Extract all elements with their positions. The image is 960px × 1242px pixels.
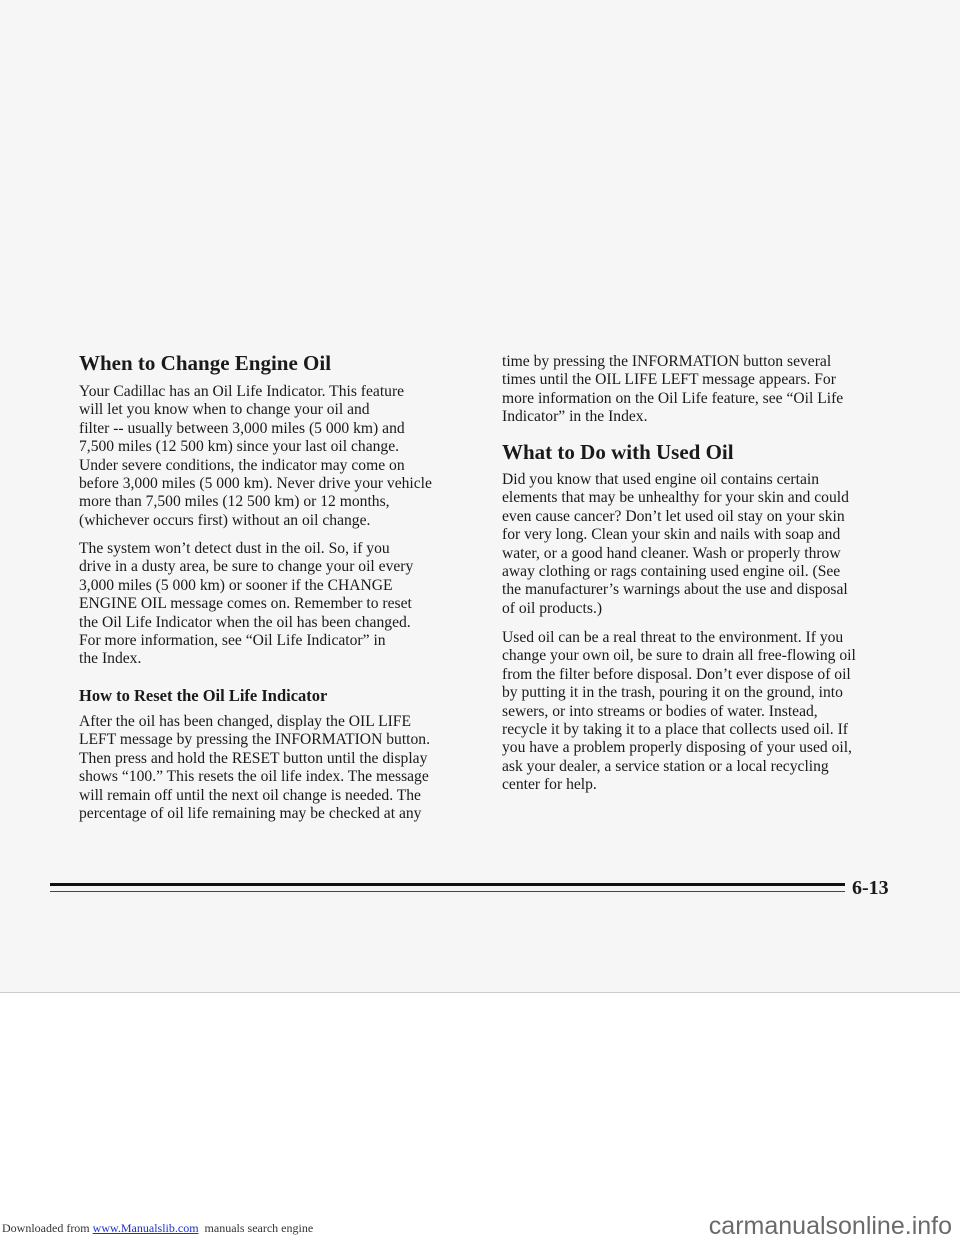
- paragraph-dust: [79, 540, 413, 669]
- text-line: the Index.: [79, 650, 142, 668]
- text-line: (whichever occurs first) without an oil change.: [79, 511, 371, 529]
- text-line: After the oil has been changed, display the OIL LIFE: [79, 713, 411, 730]
- text-line: change your own oil, be sure to drain all free-flowing oil: [502, 647, 856, 665]
- heading-when-to-change-oil: When to Change Engine Oil: [79, 351, 332, 375]
- text-line: by putting it in the trash, pouring it on the ground, into: [502, 684, 843, 702]
- text-line: filter -- usually between 3,000 miles (5 000 km) and: [79, 419, 405, 437]
- text-line: times until the OIL LIFE LEFT message appears. For: [502, 371, 836, 389]
- subheading-reset-oil-life: How to Reset the Oil Life Indicator: [79, 686, 328, 705]
- heading-used-oil: What to Do with Used Oil: [502, 440, 734, 464]
- text-line: sewers, or into streams or bodies of water. Instead,: [502, 702, 818, 720]
- paragraph-reset-steps: [79, 713, 430, 823]
- text-line: ask your dealer, a service station or a local recycling: [502, 757, 829, 775]
- text-line: the Oil Life Indicator when the oil has been changed.: [79, 613, 411, 631]
- text-line: LEFT message by pressing the INFORMATION button.: [79, 731, 430, 749]
- text-line: more information on the Oil Life feature, see “Oil Life: [502, 389, 844, 407]
- rule-thick: [50, 883, 845, 886]
- text-line: Your Cadillac has an Oil Life Indicator. This feature: [79, 383, 405, 400]
- footer-prefix: Downloaded from: [2, 1221, 93, 1235]
- text-line: from the filter before disposal. Don’t ever dispose of oil: [502, 665, 851, 683]
- page-edge: [0, 992, 960, 993]
- text-line: Indicator” in the Index.: [502, 408, 648, 426]
- text-line: center for help.: [502, 776, 597, 794]
- text-line: drive in a dusty area, be sure to change your oil every: [79, 558, 414, 576]
- text-line: shows “100.” This resets the oil life index. The message: [79, 768, 429, 786]
- text-line: time by pressing the INFORMATION button several: [502, 353, 832, 370]
- paragraph-health: [502, 471, 849, 618]
- manualslib-link[interactable]: www.Manualslib.com: [92, 1221, 199, 1235]
- text-line: even cause cancer? Don’t let used oil stay on your skin: [502, 507, 845, 525]
- text-line: Did you know that used engine oil contains certain: [502, 471, 819, 488]
- text-line: Under severe conditions, the indicator may come on: [79, 456, 405, 474]
- text-line: will remain off until the next oil change is needed. The: [79, 786, 421, 804]
- text-line: will let you know when to change your oil and: [79, 401, 370, 419]
- text-line: Used oil can be a real threat to the environment. If you: [502, 629, 844, 646]
- watermark-brand: carmanualsonline.info: [708, 1212, 952, 1240]
- download-footer: [2, 1221, 313, 1236]
- text-line: percentage of oil life remaining may be checked at any: [79, 805, 422, 823]
- text-line: 3,000 miles (5 000 km) or sooner if the CHANGE: [79, 576, 393, 594]
- footer-suffix: manuals search engine: [198, 1221, 314, 1235]
- text-line: the manufacturer’s warnings about the use and disposal: [502, 581, 848, 599]
- paragraph-continued: [502, 353, 843, 427]
- text-line: water, or a good hand cleaner. Wash or properly throw: [502, 544, 841, 562]
- page-number: 6-13: [852, 877, 889, 899]
- rule-thin: [50, 891, 845, 892]
- text-line: of oil products.): [502, 599, 603, 617]
- paragraph-environment: [502, 629, 856, 795]
- text-line: The system won’t detect dust in the oil. So, if you: [79, 540, 390, 557]
- text-line: ENGINE OIL message comes on. Remember to reset: [79, 595, 412, 613]
- text-line: For more information, see “Oil Life Indicator” in: [79, 632, 386, 650]
- text-line: elements that may be unhealthy for your skin and could: [502, 489, 849, 507]
- text-line: for very long. Clean your skin and nails with soap and: [502, 526, 841, 544]
- text-line: 7,500 miles (12 500 km) since your last oil change.: [79, 438, 400, 456]
- paragraph-oil-life-indicator: [79, 383, 432, 530]
- text-line: recycle it by taking it to a place that collects used oil. If: [502, 721, 848, 739]
- text-line: before 3,000 miles (5 000 km). Never drive your vehicle: [79, 475, 432, 493]
- text-line: away clothing or rags containing used engine oil. (See: [502, 563, 841, 581]
- text-line: more than 7,500 miles (12 500 km) or 12 months,: [79, 493, 390, 511]
- text-line: Then press and hold the RESET button until the display: [79, 749, 428, 767]
- text-line: you have a problem properly disposing of your used oil,: [502, 739, 852, 757]
